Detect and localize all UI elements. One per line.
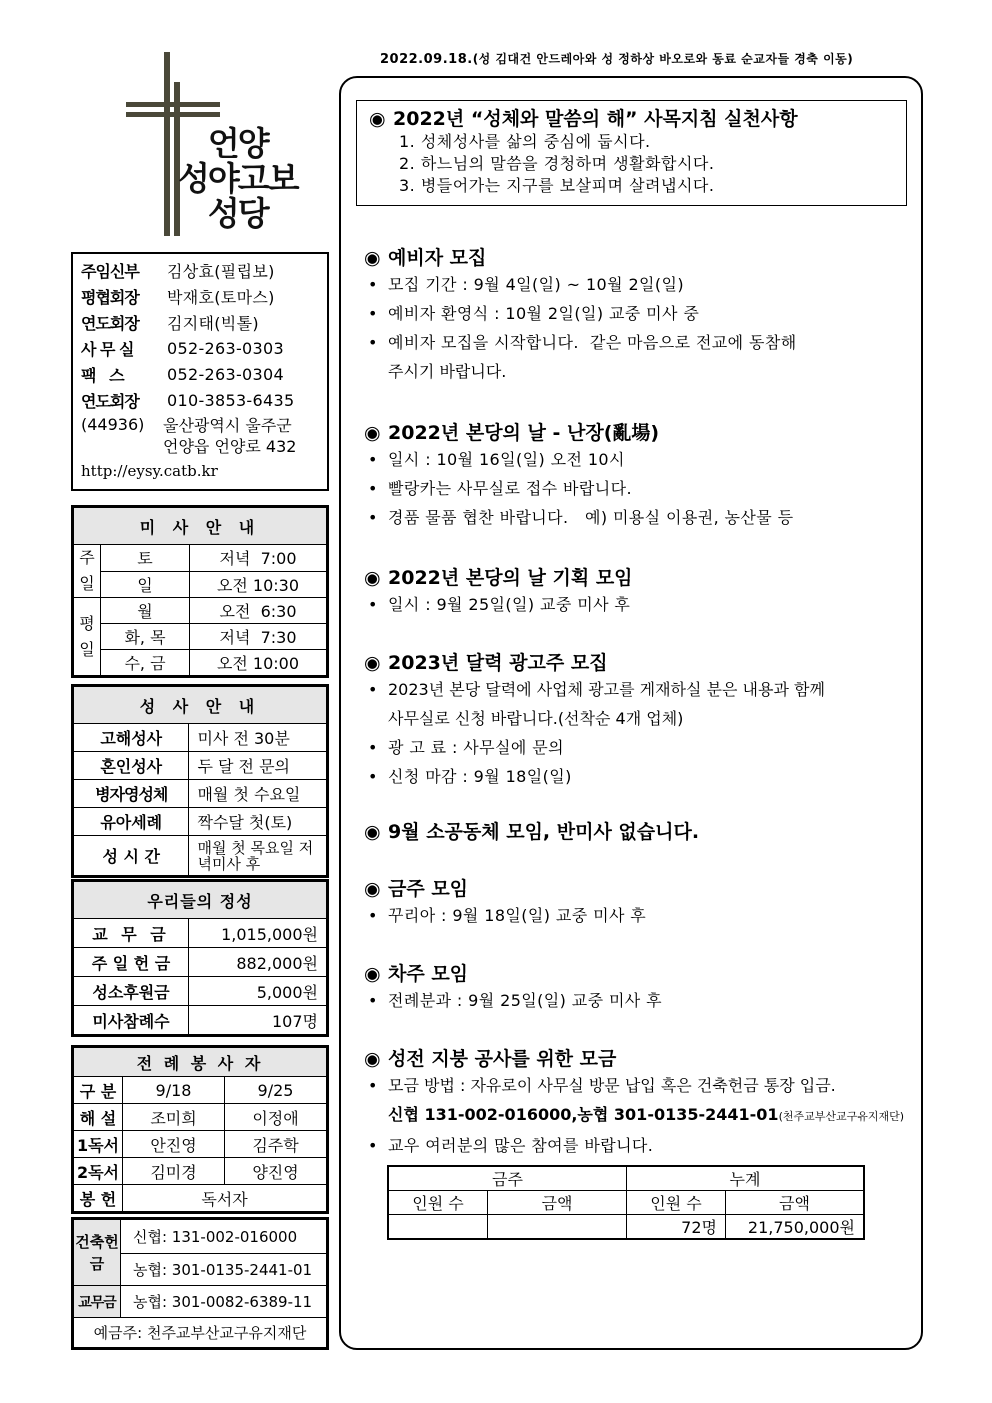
guideline-item: 2. 하느님의 말씀을 경청하며 생활화합시다. <box>399 154 715 173</box>
bullet-item <box>364 445 914 474</box>
section-this-week-meeting <box>364 874 914 930</box>
offering-name: 성소후원금 <box>74 977 189 1006</box>
parish-logo <box>118 52 328 240</box>
section-title-text: 차주 모임 <box>388 963 469 985</box>
section-title-text: 성전 지붕 공사를 위한 모금 <box>388 1048 617 1070</box>
bullet-item <box>364 762 914 791</box>
bullet-text: 모금 방법 : 자유로이 사무실 방문 납입 혹은 건축헌금 통장 입금. <box>388 1076 836 1095</box>
info-value: 김상효(필립보) <box>167 261 275 281</box>
bullet-icon: • <box>368 304 378 323</box>
section-title-text: 2023년 달력 광고주 모집 <box>388 652 608 674</box>
section-title <box>364 418 914 445</box>
table-title: 성 사 안 내 <box>74 687 327 724</box>
cross-bar <box>126 112 220 117</box>
mass-schedule-table <box>71 505 329 678</box>
website-link[interactable]: http://eysy.catb.kr <box>81 462 218 480</box>
sacrament-name: 성 시 간 <box>74 836 189 876</box>
liturgy-role: 1독서 <box>74 1131 123 1158</box>
info-row <box>81 257 319 283</box>
section-title <box>364 243 914 270</box>
target-icon: ◉ <box>364 247 381 269</box>
bank-accounts <box>364 1100 914 1131</box>
sacrament-name: 유아세례 <box>74 808 189 836</box>
info-value: 052-263-0304 <box>167 364 284 384</box>
liturgy-person: 김미경 <box>123 1158 225 1185</box>
fund-col-header: 금액 <box>726 1191 864 1215</box>
bullet-icon: • <box>368 738 378 757</box>
section-title <box>364 648 914 675</box>
section-title-text: 예비자 모집 <box>388 247 487 269</box>
bullet-text: 예비자 환영식 : 10월 2일(일) 교중 미사 중 <box>388 304 700 323</box>
bullet-text: 교우 여러분의 많은 참여를 바랍니다. <box>388 1136 654 1155</box>
bullet-icon: • <box>368 333 378 352</box>
sacrament-info: 두 달 전 문의 <box>189 752 327 780</box>
bullet-icon: • <box>368 767 378 786</box>
offering-table <box>71 879 329 1037</box>
section-title-text: 2022년 “성체와 말씀의 해” 사목지침 실천사항 <box>393 108 798 130</box>
section-title <box>364 959 914 986</box>
section-title-text: 9월 소공동체 모임, 반미사 없습니다. <box>388 821 700 843</box>
table-title: 미 사 안 내 <box>74 508 327 545</box>
row-group-label: 주일 <box>74 545 101 598</box>
bullet-icon: • <box>368 450 378 469</box>
table-title: 전 례 봉 사 자 <box>74 1048 327 1077</box>
table-title: 우리들의 정성 <box>74 882 327 919</box>
row-group-label: 평일 <box>74 598 101 676</box>
guideline-item: 3. 병들어가는 지구를 보살피며 살려냅시다. <box>399 176 715 195</box>
bullet-item <box>364 733 914 762</box>
fund-cell: 21,750,000원 <box>726 1215 864 1239</box>
target-icon: ◉ <box>364 422 381 444</box>
sacrament-name: 혼인성사 <box>74 752 189 780</box>
bullet-text: 빨랑카는 사무실로 접수 바랍니다. <box>388 479 632 498</box>
liturgy-person: 양진영 <box>225 1158 327 1185</box>
address <box>81 415 319 457</box>
bullet-icon: • <box>368 1136 378 1155</box>
sacrament-info: 미사 전 30분 <box>189 724 327 752</box>
liturgy-person: 김주학 <box>225 1131 327 1158</box>
bullet-item <box>364 328 914 357</box>
info-value: 김지태(빅톨) <box>167 313 259 333</box>
bullet-icon: • <box>368 680 378 699</box>
sacrament-table <box>71 684 329 878</box>
guideline-item: 1. 성체성사를 삶의 중심에 둡시다. <box>399 132 651 151</box>
section-catechumen <box>364 243 914 386</box>
liturgy-person: 이정애 <box>225 1104 327 1131</box>
liturgy-person: 조미희 <box>123 1104 225 1131</box>
section-community-notice <box>364 817 914 844</box>
bullet-icon: • <box>368 508 378 527</box>
parish-name-line: 언양 <box>207 124 268 163</box>
target-icon: ◉ <box>364 1048 381 1070</box>
bullet-item <box>364 1131 914 1160</box>
account-holder: 예금주: 천주교부산교구유지재단 <box>74 1318 327 1348</box>
bank-account-text: 신협 131-002-016000,농협 301-0135-2441-01 <box>388 1105 779 1124</box>
bullet-item <box>364 986 914 1015</box>
parish-name <box>178 126 298 231</box>
offering-amount: 882,000원 <box>189 948 327 977</box>
liturgy-role: 해 설 <box>74 1104 123 1131</box>
target-icon: ◉ <box>364 821 381 843</box>
sacrament-name: 병자영성체 <box>74 780 189 808</box>
liturgy-person: 안진영 <box>123 1131 225 1158</box>
parish-info-box <box>71 252 329 491</box>
bank-account-holder: (천주교부산교구유지재단) <box>778 1110 905 1123</box>
bullet-icon: • <box>368 906 378 925</box>
section-title-text: 2022년 본당의 날 - 난장(亂場) <box>388 422 660 444</box>
liturgy-role: 2독서 <box>74 1158 123 1185</box>
info-value: 박재호(토마스) <box>167 287 275 307</box>
fund-cell <box>488 1215 627 1239</box>
liturgy-col-label: 구 분 <box>74 1077 123 1104</box>
cross-bar <box>164 52 170 236</box>
liturgy-role: 봉 헌 <box>74 1185 123 1212</box>
section-calendar-ads <box>364 648 914 791</box>
parish-name-line: 성야고보 <box>178 159 298 198</box>
mass-day: 일 <box>101 571 190 598</box>
accounts-table <box>71 1217 329 1350</box>
address-line: 언양읍 언양로 432 <box>163 437 297 456</box>
bullet-continuation: 주시기 바랍니다. <box>388 362 507 381</box>
target-icon: ◉ <box>364 878 381 900</box>
offering-name: 주 일 헌 금 <box>74 948 189 977</box>
mass-time: 저녁 7:30 <box>190 624 327 650</box>
info-row <box>81 283 319 309</box>
liturgy-date: 9/25 <box>225 1077 327 1104</box>
fund-col-header: 인원 수 <box>389 1191 488 1215</box>
bullet-icon: • <box>368 275 378 294</box>
bullet-item <box>364 675 914 704</box>
info-key: 평협회장 <box>81 287 139 307</box>
fund-cell: 72명 <box>627 1215 726 1239</box>
mass-day: 토 <box>101 545 190 572</box>
section-next-week-meeting <box>364 959 914 1015</box>
info-key: 연도회장 <box>81 391 139 411</box>
section-title <box>364 874 914 901</box>
bullet-text: 경품 물품 협찬 바랍니다. 예) 미용실 이용권, 농산물 등 <box>388 508 794 527</box>
bullet-text: 2023년 본당 달력에 사업체 광고를 게재하실 분은 내용과 함께 <box>388 680 825 699</box>
bullet-text: 꾸리아 : 9월 18일(일) 교중 미사 후 <box>388 906 647 925</box>
fund-group-header: 누계 <box>627 1167 864 1191</box>
target-icon: ◉ <box>369 108 386 130</box>
target-icon: ◉ <box>364 567 381 589</box>
fund-col-header: 금액 <box>488 1191 627 1215</box>
section-title <box>364 817 914 844</box>
section-planning-meeting <box>364 563 914 619</box>
fundraising-table <box>387 1165 865 1240</box>
liturgy-person: 독서자 <box>123 1185 327 1212</box>
bullet-item <box>364 270 914 299</box>
section-title <box>369 104 894 131</box>
sacrament-info: 매월 첫 수요일 <box>189 780 327 808</box>
zip-code: (44936) <box>81 415 145 434</box>
mass-day: 수, 금 <box>101 650 190 676</box>
bullet-text: 신청 마감 : 9월 18일(일) <box>388 767 572 786</box>
feast-name: (성 김대건 안드레아와 성 정하상 바오로와 동료 순교자들 경축 이동) <box>472 52 854 66</box>
sacrament-name: 고해성사 <box>74 724 189 752</box>
cross-bar <box>126 102 220 107</box>
mass-time: 오전 6:30 <box>190 598 327 624</box>
mass-time: 오전 10:00 <box>190 650 327 676</box>
info-key: 연도회장 <box>81 313 139 333</box>
mass-day: 화, 목 <box>101 624 190 650</box>
section-title <box>364 563 914 590</box>
section-parish-day <box>364 418 914 532</box>
offering-name: 교 무 금 <box>74 919 189 948</box>
bullet-text: 모집 기간 : 9월 4일(일) ~ 10월 2일(일) <box>388 275 685 294</box>
liturgy-servers-table <box>71 1045 329 1214</box>
offering-amount: 5,000원 <box>189 977 327 1006</box>
info-value: 052-263-0303 <box>167 338 284 358</box>
info-row <box>81 309 319 335</box>
section-roof-fundraising <box>364 1044 914 1160</box>
offering-amount: 1,015,000원 <box>189 919 327 948</box>
bullet-continuation: 사무실로 신청 바랍니다.(선착순 4개 업체) <box>388 709 684 728</box>
target-icon: ◉ <box>364 652 381 674</box>
offering-amount: 107명 <box>189 1006 327 1035</box>
bullet-item <box>364 474 914 503</box>
bullet-icon: • <box>368 991 378 1010</box>
info-row <box>81 335 319 361</box>
bullet-text: 일시 : 10월 16일(일) 오전 10시 <box>388 450 625 469</box>
bulletin-date-line <box>380 50 853 67</box>
offering-name: 미사참례수 <box>74 1006 189 1035</box>
info-key: 주임신부 <box>81 261 139 281</box>
fund-cell <box>389 1215 488 1239</box>
liturgy-date: 9/18 <box>123 1077 225 1104</box>
mass-time: 저녁 7:00 <box>190 545 327 572</box>
info-key: 팩 스 <box>81 365 124 385</box>
section-title-text: 금주 모임 <box>388 878 469 900</box>
sacrament-info: 매월 첫 목요일 저녁미사 후 <box>189 836 327 876</box>
parish-name-line: 성당 <box>207 194 268 233</box>
address-line: 울산광역시 울주군 <box>163 416 292 435</box>
info-value: 010-3853-6435 <box>167 390 295 410</box>
fund-group-header: 금주 <box>389 1167 627 1191</box>
bullet-text: 일시 : 9월 25일(일) 교중 미사 후 <box>388 595 631 614</box>
mass-day: 월 <box>101 598 190 624</box>
account-label: 교무금 <box>74 1286 121 1318</box>
bullet-icon: • <box>368 1076 378 1095</box>
bullet-text: 예비자 모집을 시작합니다. 같은 마음으로 전교에 동참해 <box>388 333 797 352</box>
bullet-item <box>364 901 914 930</box>
bulletin-date: 2022.09.18. <box>380 52 473 67</box>
account-label: 건축헌금 <box>74 1220 121 1286</box>
account-number: 농협: 301-0082-6389-11 <box>121 1286 327 1318</box>
bullet-text: 광 고 료 : 사무실에 문의 <box>388 738 564 757</box>
bullet-item <box>364 503 914 532</box>
target-icon: ◉ <box>364 963 381 985</box>
pastoral-guidelines-box <box>356 100 907 206</box>
section-title <box>364 1044 914 1071</box>
bullet-icon: • <box>368 595 378 614</box>
account-number: 신협: 131-002-016000 <box>121 1220 327 1254</box>
sacrament-info: 짝수달 첫(토) <box>189 808 327 836</box>
section-title-text: 2022년 본당의 날 기획 모임 <box>388 567 633 589</box>
info-row <box>81 387 319 413</box>
info-key: 사 무 실 <box>81 339 134 359</box>
account-number: 농협: 301-0135-2441-01 <box>121 1254 327 1286</box>
bullet-item <box>364 1071 914 1100</box>
fund-col-header: 인원 수 <box>627 1191 726 1215</box>
mass-time: 오전 10:30 <box>190 571 327 598</box>
info-row <box>81 361 319 387</box>
bullet-text: 전례분과 : 9월 25일(일) 교중 미사 후 <box>388 991 663 1010</box>
bullet-item <box>364 299 914 328</box>
bullet-icon: • <box>368 479 378 498</box>
bullet-item <box>364 590 914 619</box>
